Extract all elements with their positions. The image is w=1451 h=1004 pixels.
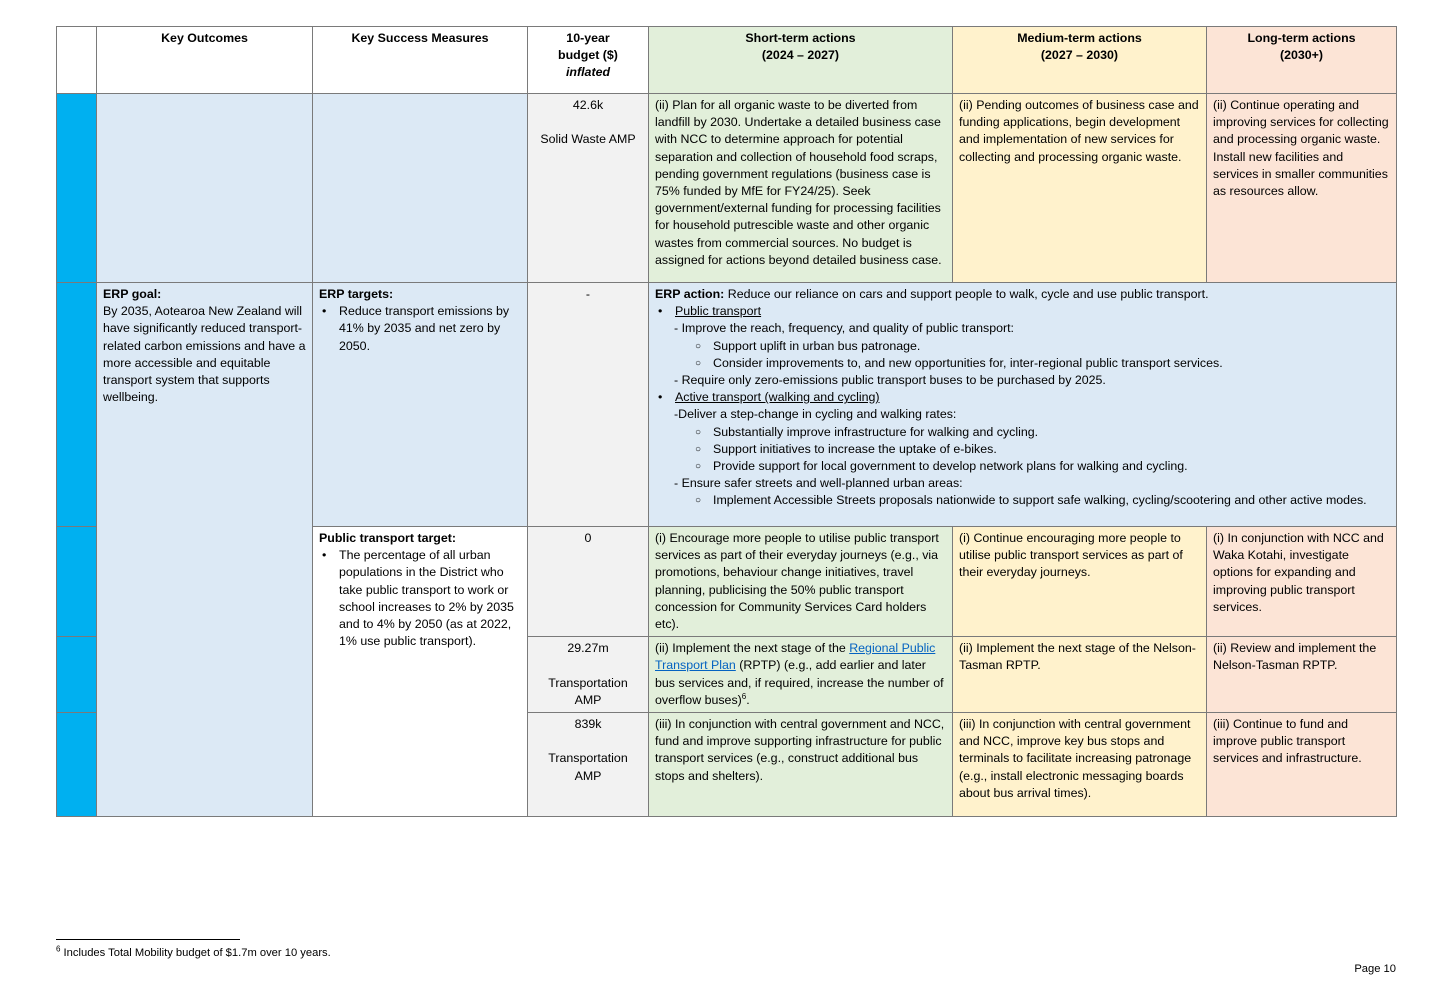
long-term-cell: (ii) Continue operating and improving services for collecting and processing organic waste. Install new facilities and services in smaller communities as resources allow. [1207,94,1397,283]
budget-value: - [585,287,591,301]
budget-value: 839k [574,717,602,732]
actions-table [56,26,1397,817]
pt-target-label: Public transport target: [319,531,456,545]
budget-source: Transportation AMP [548,751,628,783]
key-success-cell [313,94,528,283]
short-term-cell: (ii) Plan for all organic waste to be diverted from landfill by 2030. Undertake a detailed business case with NCC to determine approach for potential separation and collection of household food scraps, pending government regulations (business case is 75% funded by MfE for FY24/25). Seek government/external funding for processing facilities for household putrescible waste and other organic wastes from commercial sources. No budget is assigned for actions beyond detailed business case. [649,94,953,283]
medium-term-cell: (ii) Implement the next stage of the Nelson-Tasman RPTP. [953,637,1207,713]
public-transport-heading: Public transport [675,304,762,319]
pt-target-item: • The percentage of all urban populations in the District who take public transport to work or school increases to 2% by 2035 and to 4% by 2050 (as at 2022, 1% use public transport). [319,547,521,650]
header-short-term: Short-term actions (2024 – 2027) [649,27,953,94]
row-marker [57,94,97,283]
long-term-cell: (iii) Continue to fund and improve public transport services and infrastructure. [1207,713,1397,817]
erp-goal-label: ERP goal: [103,287,162,301]
erp-goal-cell [97,283,313,817]
erp-row [57,283,1397,527]
header-key-success-measures: Key Success Measures [313,27,528,94]
budget-cell [528,527,649,637]
budget-source: Transportation AMP [548,675,628,707]
budget-value: 42.6k [572,98,604,112]
short-term-cell: (i) Encourage more people to utilise public transport services as part of their everyday journeys (e.g., via promotions, behaviour change initiatives, travel planning, publicising the 50% public transport concession for Community Services Card holders etc). [649,527,953,637]
erp-action-label: ERP action: [655,287,725,301]
long-term-cell: (i) In conjunction with NCC and Waka Kotahi, investigate options for expanding and improving public transport services. [1207,527,1397,637]
erp-targets-cell [313,283,528,527]
row-marker [57,283,97,527]
erp-target-item: • Reduce transport emissions by 41% by 2035 and net zero by 2050. [319,303,521,355]
header-budget: 10-year budget ($) inflated [528,27,649,94]
header-long-term: Long-term actions (2030+) [1207,27,1397,94]
active-transport-heading: Active transport (walking and cycling) [675,390,880,405]
key-outcome-cell [97,94,313,283]
row-marker [57,713,97,817]
header-row [57,27,1397,94]
medium-term-cell: (i) Continue encouraging more people to utilise public transport services as part of their everyday journeys. [953,527,1207,637]
budget-cell [528,637,649,713]
header-medium-term: Medium-term actions (2027 – 2030) [953,27,1207,94]
footnote-divider [56,939,240,940]
footnote: $^6$ Includes Total Mobility budget of $1.7m over 10 years. [56,944,331,959]
budget-cell [528,94,649,283]
header-blank-cell [57,27,97,94]
budget-value: 29.27m [567,641,609,656]
long-term-cell: (ii) Review and implement the Nelson-Tasman RPTP. [1207,637,1397,713]
header-key-outcomes: Key Outcomes [97,27,313,94]
short-term-cell: (iii) In conjunction with central government and NCC, fund and improve supporting infrastructure for public transport services (e.g., construct additional bus stops and shelters). [649,713,953,817]
pt-target-cell [313,527,528,817]
erp-targets-label: ERP targets: [319,287,394,301]
medium-term-cell: (iii) In conjunction with central government and NCC, improve key bus stops and terminals to facilitate increasing patronage (e.g., install electronic messaging boards about bus arrival times). [953,713,1207,817]
budget-cell [528,713,649,817]
row-marker [57,637,97,713]
medium-term-cell: (ii) Pending outcomes of business case and funding applications, begin development and implementation of new services for collecting and processing organic waste. [953,94,1207,283]
short-term-cell: (ii) Implement the next stage of the Regional Public Transport Plan (RPTP) (e.g., add earlier and later bus services and, if required, increase the number of overflow buses)$^6$. [649,637,953,713]
erp-goal-text: By 2035, Aotearoa New Zealand will have significantly reduced transport-related carbon emissions and have a more accessible and equitable transport system that supports wellbeing. [103,304,306,405]
rptp-link[interactable]: Regional Public Transport Plan [655,641,936,673]
budget-cell [528,283,649,527]
erp-action-cell: ERP action: Reduce our reliance on cars and support people to walk, cycle and use public transport. • Public transport - Improve the reach, frequency, and quality of public transport: ○ Support uplift in urban bus patronage. ○ Consider improvements to, and new opportunities for, inter-regional public transport services. - Require only zero-emissions public transport buses to be purchased by 2025. • Active transport (walking and cycling) -Deliver a step-change in cycling and walking rates: ○ Substantially improve infrastructure for walking and cycling. ○ Support initiatives to increase the uptake of e-bikes. ○ Provide support for local government to develop network plans for walking and cycling. - Ensure safer streets and well-planned urban areas: ○ Implement Accessible Streets proposals nationwide to support safe walking, cycling/scootering and other active modes. [649,283,1397,527]
row-marker [57,527,97,637]
page-number: Page 10 [1354,963,1396,975]
footnote-ref: 6 [741,691,747,701]
budget-source: Solid Waste AMP [540,132,636,147]
budget-value: 0 [584,531,592,545]
organic-waste-row [57,94,1397,283]
